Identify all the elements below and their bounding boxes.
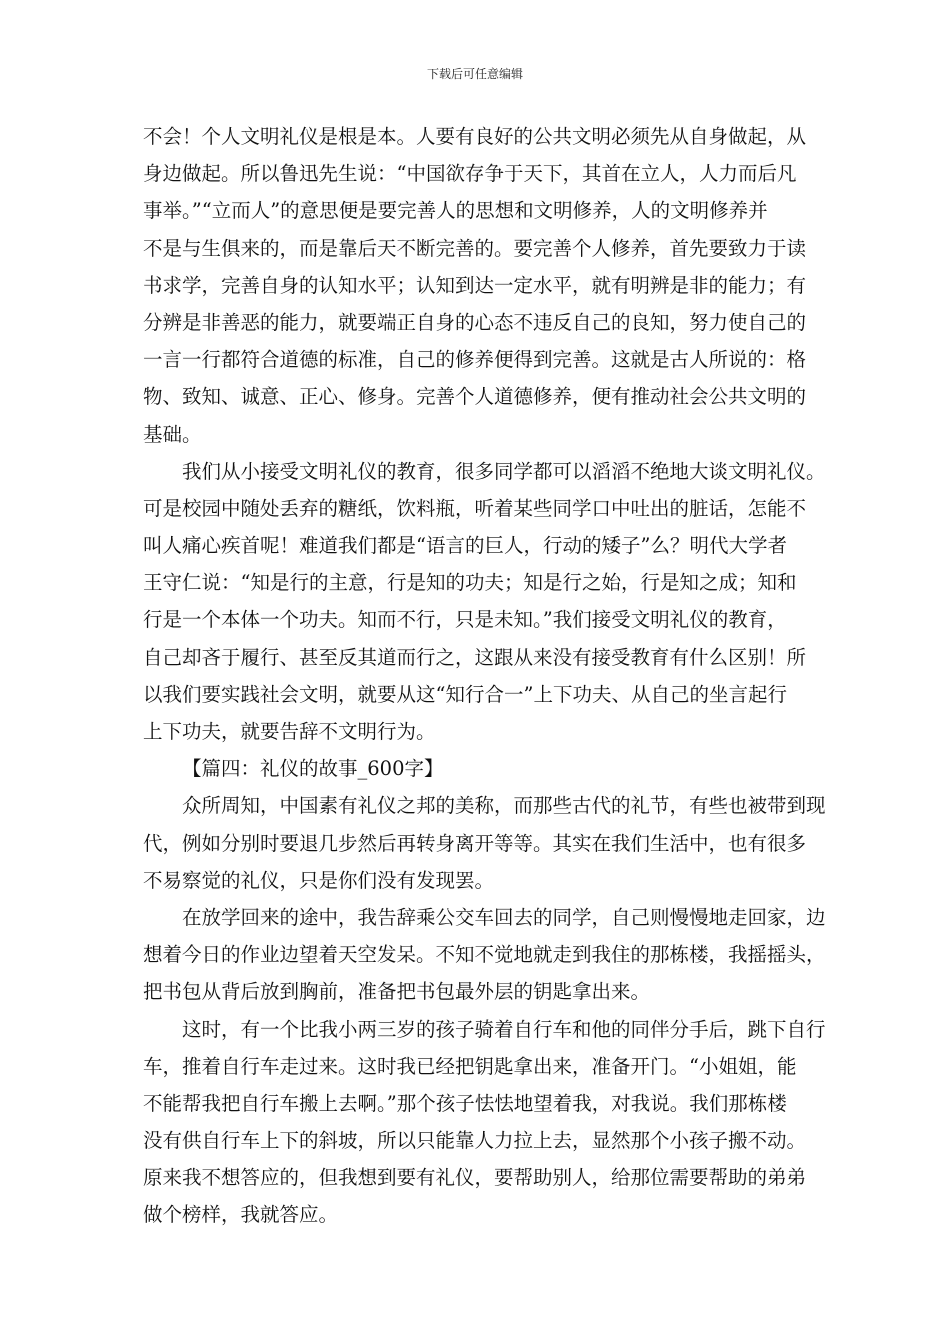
- page-header: 下载后可任意编辑: [426, 67, 523, 81]
- text-line: 事举。”“立而人”的意思便是要完善人的思想和文明修养，人的文明修养并: [143, 199, 768, 223]
- text-line: 叫人痛心疾首呢！难道我们都是“语言的巨人，行动的矮子”么？明代大学者: [143, 534, 787, 558]
- text-line: 代，例如分别时要退几步然后再转身离开等等。其实在我们生活中，也有很多: [143, 831, 807, 855]
- text-line: 行是一个本体一个功夫。知而不行，只是未知。”我们接受文明礼仪的教育，: [143, 608, 787, 632]
- text-line: 众所周知，中国素有礼仪之邦的美称，而那些古代的礼节，有些也被带到现: [182, 794, 826, 818]
- text-line: 【篇四：礼仪的故事_600字】: [182, 757, 444, 781]
- text-line: 我们从小接受文明礼仪的教育，很多同学都可以滔滔不绝地大谈文明礼仪。: [182, 459, 826, 483]
- text-line: 不易察觉的礼仪，只是你们没有发现罢。: [143, 868, 495, 892]
- text-line: 自己却吝于履行、甚至反其道而行之，这跟从来没有接受教育有什么区别！所: [143, 645, 807, 669]
- text-line: 原来我不想答应的，但我想到要有礼仪，要帮助别人，给那位需要帮助的弟弟: [143, 1166, 807, 1190]
- text-line: 不能帮我把自行车搬上去啊。”那个孩子怯怯地望着我，对我说。我们那栋楼: [143, 1091, 787, 1115]
- text-line: 做个榜样，我就答应。: [143, 1203, 339, 1227]
- text-line: 把书包从背后放到胸前，准备把书包最外层的钥匙拿出来。: [143, 980, 651, 1004]
- text-line: 以我们要实践社会文明，就要从这“知行合一”上下功夫、从自己的坐言起行: [143, 682, 787, 706]
- document-body: [143, 118, 826, 1234]
- text-line: 书求学，完善自身的认知水平；认知到达一定水平，就有明辨是非的能力；有: [143, 273, 807, 297]
- text-line: 身边做起。所以鲁迅先生说：“中国欲存争于天下，其首在立人，人力而后凡: [143, 162, 797, 186]
- text-line: 不会！个人文明礼仪是根是本。人要有良好的公共文明必须先从自身做起，从: [143, 125, 807, 148]
- text-line: 没有供自行车上下的斜坡，所以只能靠人力拉上去，显然那个小孩子搬不动。: [143, 1129, 807, 1153]
- text-line: 不是与生俱来的，而是靠后天不断完善的。要完善个人修养，首先要致力于读: [143, 236, 807, 260]
- text-line: 上下功夫，就要告辞不文明行为。: [143, 720, 436, 743]
- text-line: 这时，有一个比我小两三岁的孩子骑着自行车和他的同伴分手后，跳下自行: [182, 1017, 826, 1041]
- text-line: 物、致知、诚意、正心、修身。完善个人道德修养，便有推动社会公共文明的: [143, 385, 807, 409]
- text-line: 分辨是非善恶的能力，就要端正自身的心态不违反自己的良知，努力使自己的: [143, 310, 807, 334]
- text-line: 想着今日的作业边望着天空发呆。不知不觉地就走到我住的那栋楼，我摇摇头，: [143, 943, 826, 967]
- text-line: 一言一行都符合道德的标准，自己的修养便得到完善。这就是古人所说的：格: [143, 348, 807, 372]
- text-line: 在放学回来的途中，我告辞乘公交车回去的同学，自己则慢慢地走回家，边: [182, 905, 826, 929]
- text-line: 车，推着自行车走过来。这时我已经把钥匙拿出来，准备开门。“小姐姐，能: [143, 1054, 797, 1078]
- text-line: 基础。: [143, 422, 202, 446]
- text-line: 王守仁说：“知是行的主意，行是知的功夫；知是行之始，行是知之成；知和: [143, 571, 797, 595]
- text-line: 可是校园中随处丢弃的糖纸，饮料瓶，听着某些同学口中吐出的脏话，怎能不: [143, 496, 807, 520]
